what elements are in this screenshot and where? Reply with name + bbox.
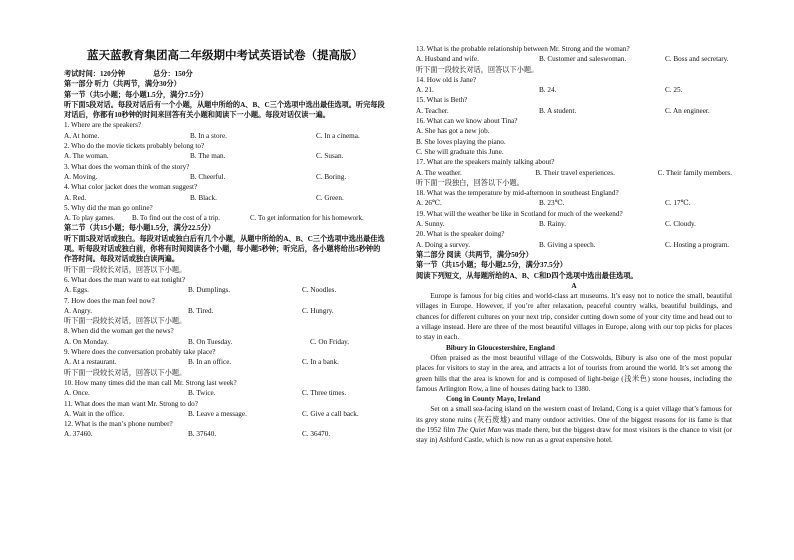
question-8 bbox=[64, 326, 386, 347]
option-c: C. To get information for his homework. bbox=[250, 214, 364, 223]
exam-time: 考试时间：120分钟 bbox=[64, 70, 126, 78]
options bbox=[64, 409, 386, 419]
option-a: A. The woman. bbox=[64, 152, 109, 161]
part2-heading: 第二部分 阅读（共两节，满分50分） bbox=[416, 250, 533, 259]
option-c: C. In a bank. bbox=[302, 358, 339, 367]
listening-prompt: 听下面一段较长对话，回答以下小题。 bbox=[64, 368, 187, 377]
question-11 bbox=[64, 399, 386, 420]
options bbox=[64, 429, 386, 439]
question-text: 12. What is the man’s phone number? bbox=[64, 420, 173, 429]
part2-sec1-heading: 第一节（共15小题；每小题2.5分，满分37.5分） bbox=[416, 261, 567, 270]
right-column bbox=[416, 44, 732, 446]
exam-title: 蓝天蓝教育集团高二年级期中考试英语试卷（提高版） bbox=[87, 50, 363, 62]
option-b: B. Their travel experiences. bbox=[535, 168, 615, 177]
option-a: A. Moving. bbox=[64, 172, 98, 181]
question-text: 17. What are the speakers mainly talking about? bbox=[416, 158, 555, 167]
option-c: C. Noodles. bbox=[302, 286, 337, 295]
option-a: A. Wait in the office. bbox=[64, 409, 125, 418]
question-1 bbox=[64, 120, 386, 141]
film-title: The Quiet Man bbox=[457, 425, 501, 434]
option-b: B. 24. bbox=[539, 86, 557, 95]
option-b: B. Twice. bbox=[188, 389, 216, 398]
option-c: C. Give a call back. bbox=[302, 409, 359, 418]
part1-sec2-heading: 第二节（共15小题；每小题1.5分，满分22.5分） bbox=[64, 224, 215, 233]
left-column bbox=[64, 48, 386, 440]
question-4 bbox=[64, 182, 386, 203]
passage-text: was made there, but the biggest draw for most visitors is the chance to visit (or stay in) Ashford Castle, which is now run as a great expensive hotel. bbox=[416, 425, 733, 445]
options bbox=[64, 357, 386, 367]
options bbox=[64, 151, 386, 161]
question-text: 20. What is the speaker doing? bbox=[416, 230, 505, 239]
question-text: 7. How does the man feel now? bbox=[64, 296, 155, 305]
option-c: C. 36470. bbox=[302, 430, 331, 439]
option-c: C. Boss and secretary. bbox=[665, 55, 729, 64]
option-c: C. She will graduate this June. bbox=[416, 147, 504, 156]
part1-sec1-instructions: 听下面5段对话。每段对话后有一个小题，从题中所给的A、B、C三个选项中选出最佳选项。听完每段对话后，你都有10秒钟的时间来回答有关小题和阅读下一小题。每段对话仅读一遍。 bbox=[64, 100, 385, 120]
question-text: 9. Where does the conversation probably take place? bbox=[64, 348, 216, 357]
option-a: A. At home. bbox=[64, 131, 100, 140]
option-c: C. Three times. bbox=[302, 389, 347, 398]
question-2 bbox=[64, 141, 386, 162]
part2-instructions: 阅读下列短文，从每题所给的A、B、C和D四个选项中选出最佳选项。 bbox=[416, 271, 638, 280]
options bbox=[416, 168, 732, 178]
listening-prompt: 听下面一段较长对话，回答以下小题。 bbox=[416, 65, 539, 74]
question-15 bbox=[416, 95, 732, 116]
option-a: A. The weather. bbox=[416, 168, 462, 177]
options bbox=[416, 198, 732, 208]
options bbox=[64, 306, 386, 316]
options bbox=[64, 193, 386, 203]
option-b: B. She loves playing the piano. bbox=[416, 137, 506, 146]
option-b: B. Customer and saleswoman. bbox=[539, 55, 627, 64]
exam-meta bbox=[64, 69, 386, 79]
question-text: 11. What does the man want Mr. Strong to do? bbox=[64, 399, 198, 408]
option-b: B. Dumplings. bbox=[188, 286, 231, 295]
question-19 bbox=[416, 209, 732, 230]
option-b: B. A student. bbox=[539, 106, 577, 115]
question-text: 13. What is the probable relationship between Mr. Strong and the woman? bbox=[416, 45, 630, 53]
option-a: A. On Monday. bbox=[64, 337, 109, 346]
option-c: C. In a cinema. bbox=[316, 131, 360, 140]
question-text: 3. What does the woman think of the story? bbox=[64, 162, 190, 171]
question-text: 5. Why did the man go online? bbox=[64, 203, 153, 212]
options bbox=[64, 337, 386, 347]
option-c: C. Susan. bbox=[316, 152, 344, 161]
option-b: B. On Tuesday. bbox=[188, 337, 233, 346]
passage-paragraph-3 bbox=[416, 404, 732, 445]
question-5 bbox=[64, 203, 386, 224]
question-text: 18. What was the temperature by mid-afternoon in southeast England? bbox=[416, 189, 619, 198]
option-a: A. She has got a new job. bbox=[416, 127, 490, 136]
options bbox=[416, 54, 732, 64]
question-text: 15. What is Beth? bbox=[416, 96, 468, 105]
question-12 bbox=[64, 419, 386, 440]
listening-prompt: 听下面一段较长对话，回答以下小题。 bbox=[64, 265, 187, 274]
option-c: C. Green. bbox=[316, 193, 344, 202]
option-a: A. Red. bbox=[64, 193, 87, 202]
part1-heading: 第一部分 听力（共两节，满分30分） bbox=[64, 80, 181, 89]
options bbox=[416, 219, 732, 229]
option-b: B. 37640. bbox=[188, 430, 217, 439]
question-16 bbox=[416, 116, 732, 157]
question-text: 16. What can we know about Tina? bbox=[416, 117, 518, 126]
option-a: A. Teacher. bbox=[416, 106, 449, 115]
options bbox=[64, 388, 386, 398]
option-b: B. Leave a message. bbox=[188, 409, 247, 418]
option-c: C. Boring. bbox=[316, 172, 347, 181]
options bbox=[416, 85, 732, 95]
option-b: B. To find out the cost of a trip. bbox=[132, 214, 221, 223]
option-b: B. In a store. bbox=[190, 131, 227, 140]
option-a: A. At a restaurant. bbox=[64, 358, 117, 367]
option-a: A. Husband and wife. bbox=[416, 55, 479, 64]
question-text: 4. What color jacket does the woman suggest? bbox=[64, 183, 198, 192]
options bbox=[416, 106, 732, 116]
options bbox=[64, 285, 386, 295]
option-c: C. On Friday. bbox=[310, 337, 350, 346]
passage-text: Set on a small sea-facing island on the western coast of Ireland, Cong is a quiet village that’s famous for its grey stone ruins (灰石废墟) and many outdoor activities. One of the biggest reasons for its fame is that the 1952 film bbox=[416, 405, 732, 434]
option-a: A. Sunny. bbox=[416, 220, 445, 229]
question-7 bbox=[64, 296, 386, 317]
passage-paragraph-2: Often praised as the most beautiful village of the Cotswolds, Bibury is also one of the most popular places for visitors to stay in the area, and attracts a lot of tourists from around the world. It’s set among the green hills that the area is known for and is composed of light-beige (浅米色) stone houses, including the famous Arlington Row, a line of houses dating back to 1380. bbox=[416, 353, 732, 393]
question-text: 19. What will the weather be like in Scotland for much of the weekend? bbox=[416, 209, 623, 218]
option-a: A. Once. bbox=[64, 389, 90, 398]
part1-sec2-instructions: 听下面5段对话或独白。每段对话或独白后有几个小题，从题中所给的A、B、C三个选项中选出最佳选项。听每段对话或独白前，你将有时间阅读各个小题，每小题5秒钟；听完后，各小题将给出5秒钟的作答时间。每段对话或独白读两遍。 bbox=[64, 234, 385, 264]
option-b: B. Black. bbox=[190, 193, 217, 202]
options bbox=[64, 131, 386, 141]
question-18 bbox=[416, 188, 732, 209]
option-b: B. Cheerful. bbox=[190, 172, 226, 181]
question-3 bbox=[64, 162, 386, 183]
option-a: A. Eggs. bbox=[64, 286, 89, 295]
options bbox=[64, 172, 386, 182]
option-a: A. 26℃. bbox=[416, 199, 442, 208]
question-6 bbox=[64, 275, 386, 296]
question-20 bbox=[416, 229, 732, 250]
passage-subheading-cong: Cong in County Mayo, Ireland bbox=[446, 395, 541, 404]
question-text: 14. How old is Jane? bbox=[416, 75, 477, 84]
listening-prompt: 听下面一段独白，回答以下小题。 bbox=[416, 178, 524, 187]
options bbox=[64, 213, 386, 223]
option-b: B. Rainy. bbox=[539, 220, 566, 229]
question-text: 6. What does the man want to eat tonight? bbox=[64, 275, 186, 284]
option-c: C. Their family members. bbox=[657, 168, 732, 177]
question-17 bbox=[416, 157, 732, 178]
option-c: C. An engineer. bbox=[665, 106, 710, 115]
passage-subheading-bibury: Bibury in Gloucestershire, England bbox=[446, 343, 555, 352]
option-b: B. The man. bbox=[190, 152, 226, 161]
option-b: B. In an office. bbox=[188, 358, 232, 367]
question-text: 8. When did the woman get the news? bbox=[64, 327, 174, 336]
option-a: A. Doing a survey. bbox=[416, 240, 471, 249]
option-c: C. Cloudy. bbox=[665, 220, 696, 229]
option-c: C. 25. bbox=[665, 86, 683, 95]
option-a: A. Angry. bbox=[64, 306, 93, 315]
question-9 bbox=[64, 347, 386, 368]
question-text: 1. Where are the speakers? bbox=[64, 121, 142, 130]
option-a: A. 37460. bbox=[64, 430, 93, 439]
question-14 bbox=[416, 75, 732, 96]
option-c: C. Hosting a program. bbox=[665, 240, 730, 249]
option-a: A. To play games. bbox=[64, 214, 115, 223]
question-text: 10. How many times did the man call Mr. Strong last week? bbox=[64, 378, 237, 387]
passage-label: A bbox=[571, 281, 577, 290]
option-b: B. Tired. bbox=[188, 306, 214, 315]
question-text: 2. Who do the movie tickets probably belong to? bbox=[64, 142, 205, 151]
option-c: C. 17℃. bbox=[665, 199, 691, 208]
question-13 bbox=[416, 44, 732, 65]
question-10 bbox=[64, 378, 386, 399]
exam-score: 总分：150分 bbox=[153, 70, 193, 78]
option-b: B. 23℃. bbox=[539, 199, 565, 208]
part1-sec1-heading: 第一节（共5小题；每小题1.5分，满分7.5分） bbox=[64, 90, 208, 99]
passage-paragraph-1: Europe is famous for big cities and world-class art museums. It’s easy not to notice the small, beautiful villages in Europe. However, if you’re after relaxation, peaceful country walks, beautiful buildings, and chances for different cultures on your next trip, consider cutting down some of your city time and head out to a village instead. Here are three of the most beautiful villages in Europe, along with our top picks for places to stay in each. bbox=[416, 292, 732, 342]
option-a: A. 21. bbox=[416, 86, 434, 95]
option-b: B. Giving a speech. bbox=[539, 240, 596, 249]
listening-prompt: 听下面一段较长对话，回答以下小题。 bbox=[64, 317, 187, 326]
option-c: C. Hungry. bbox=[302, 306, 334, 315]
options bbox=[416, 240, 732, 250]
